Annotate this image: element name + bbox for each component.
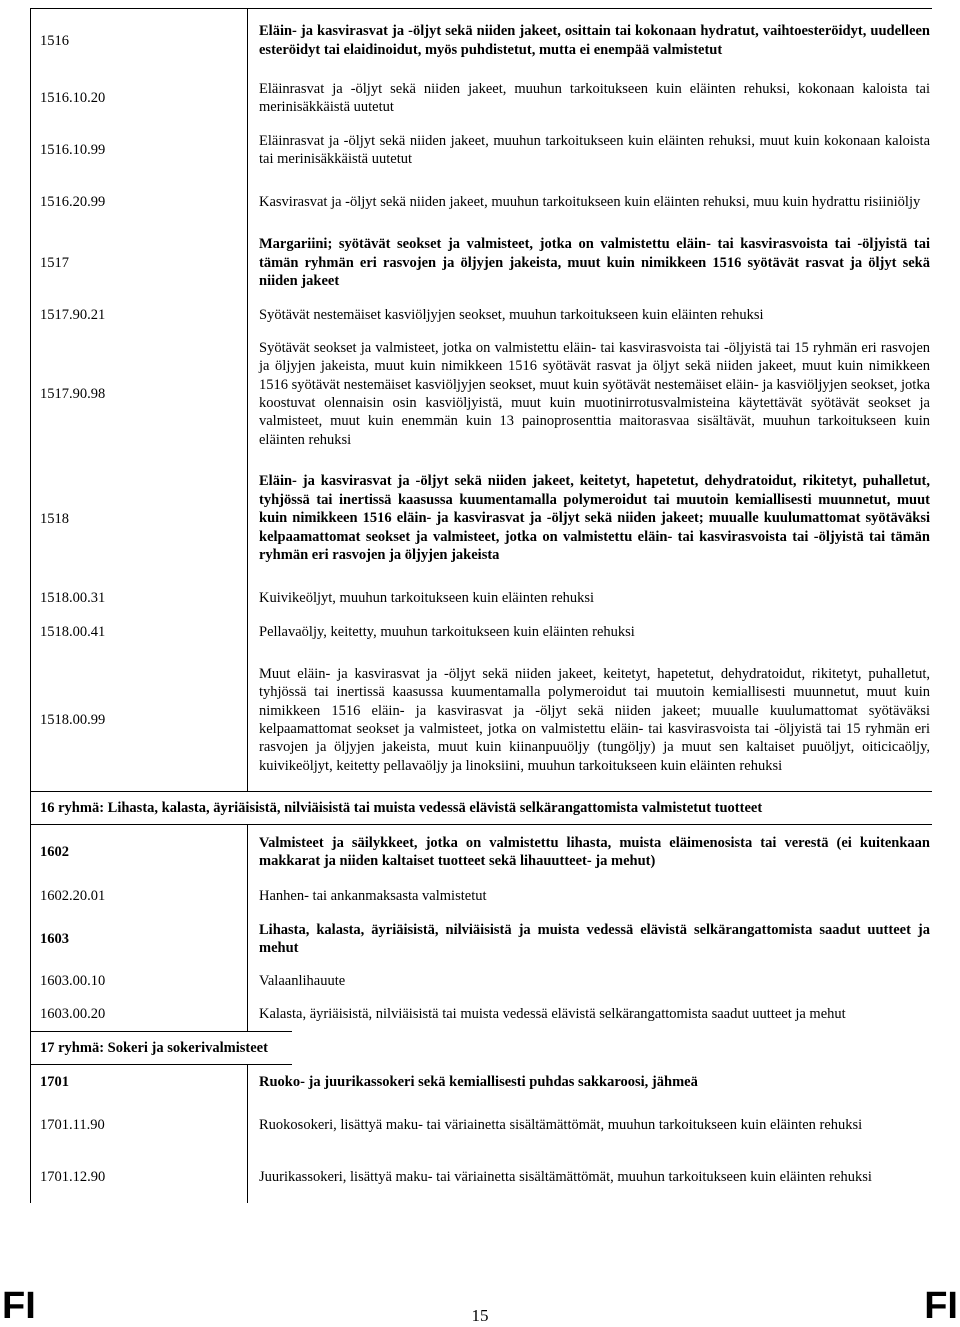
- description-cell: Valaanlihauute: [259, 972, 346, 989]
- table-row: [30, 1065, 932, 1099]
- code-cell: 1517: [30, 228, 248, 298]
- table-row: [30, 228, 932, 298]
- description-cell: Muut eläin- ja kasvirasvat ja -öljyt sekä niiden jakeet, keitetyt, hapetetut, dehydratoidut, rikitetyt, puhalletut, tyhjössä tai inertissä kaasussa kuumentamalla polymeroidut tai muutoin kemiallisesti muunnetut, muut kuin nimikkeen 1516 eläin- ja kasvirasvat ja -öljyt sekä niiden jakeet; muualle kuulumattomat syötäväksi kelpaamattomat seokset ja valmisteet, jotka on valmistettu eläin- tai kasvirasvoista tai -öljyistä tai 15 ryhmän eri rasvojen ja öljyjen jakeista, muut kuin kiinanpuuöljy (tungöljy) ja muut sen kaltaiset puuöljyt, oiticicaöljy, kuivikeöljyt, keitetty pellavaöljy ja linoksiini, muuhun tarkoitukseen kuin eläinten rehuksi: [259, 665, 930, 774]
- description-cell: Lihasta, kalasta, äyriäisistä, nilviäisistä ja muista vedessä elävistä selkärangattomista saadut uutteet ja mehut: [259, 921, 930, 956]
- code-cell: 1603: [30, 913, 248, 965]
- description-cell: Pellavaöljy, keitetty, muuhun tarkoitukseen kuin eläinten rehuksi: [259, 623, 635, 640]
- table-row: [30, 72, 932, 124]
- description-cell: Kuivikeöljyt, muuhun tarkoitukseen kuin eläinten rehuksi: [259, 589, 595, 606]
- description-cell: Margariini; syötävät seokset ja valmisteet, jotka on valmistettu eläin- tai kasvirasvoista tai -öljyistä tai tämän ryhmän eri rasvojen ja öljyjen jakeista, muut kuin nimikkeen 1516 syötävät rasvat ja öljyt sekä niiden jakeet: [259, 236, 930, 290]
- table-row: [30, 176, 932, 228]
- description-cell: Kalasta, äyriäisistä, nilviäisistä tai muista vedessä elävistä selkärangattomista saadut uutteet ja mehut: [259, 1005, 846, 1022]
- table-row: [30, 124, 932, 176]
- language-code-left: FI: [2, 1285, 36, 1327]
- table-row: [30, 615, 932, 649]
- table-row: [30, 8, 932, 72]
- description-cell: Eläinrasvat ja -öljyt sekä niiden jakeet, muuhun tarkoitukseen kuin eläinten rehuksi, kokonaan kaloista tai merinisäkkäistä uutetut: [259, 80, 930, 115]
- code-cell: 1603.00.20: [30, 997, 248, 1031]
- code-cell: 1518.00.31: [30, 581, 248, 615]
- description-cell: Ruoko- ja juurikassokeri sekä kemiallisesti puhdas sakkaroosi, jähmeä: [259, 1073, 698, 1090]
- description-cell: Kasvirasvat ja -öljyt sekä niiden jakeet, muuhun tarkoitukseen kuin eläinten rehuksi, muu kuin hydrattu risiiniöljy: [259, 193, 921, 210]
- table-row: [30, 825, 932, 879]
- code-cell: 1602: [30, 825, 248, 879]
- table-row: [30, 332, 932, 456]
- code-cell: 1602.20.01: [30, 879, 248, 913]
- tariff-document: [30, 8, 932, 1203]
- description-cell: Eläin- ja kasvirasvat ja -öljyt sekä niiden jakeet, osittain tai kokonaan hydratut, vaihtoesteröidyt, uudelleen esteröidyt tai elaidinoidut, myös puhdistetut, mutta ei enempää valmistetut: [259, 23, 930, 58]
- table-row: [30, 879, 932, 913]
- table-row: [30, 997, 932, 1031]
- code-cell: 1518.00.99: [30, 649, 248, 791]
- table-row: [30, 649, 932, 791]
- table-row: [30, 1099, 932, 1151]
- code-cell: 1516.10.99: [30, 124, 248, 176]
- description-cell: Eläinrasvat ja -öljyt sekä niiden jakeet, muuhun tarkoitukseen kuin eläinten rehuksi, muut kuin kokonaan kaloista tai merinisäkkäistä uutetut: [259, 132, 930, 167]
- code-cell: 1518.00.41: [30, 615, 248, 649]
- code-cell: 1701: [30, 1065, 248, 1099]
- page-number: 15: [471, 1306, 489, 1325]
- language-code-right: FI: [924, 1285, 958, 1327]
- chapter-heading: 17 ryhmä: Sokeri ja sokerivalmisteet: [30, 1031, 292, 1065]
- table-row: [30, 298, 932, 332]
- code-cell: 1517.90.98: [30, 332, 248, 456]
- table-row: [30, 456, 932, 581]
- code-cell: 1516.20.99: [30, 176, 248, 228]
- table-row: [30, 581, 932, 615]
- table-row: [30, 1151, 932, 1203]
- description-cell: Eläin- ja kasvirasvat ja -öljyt sekä niiden jakeet, keitetyt, hapetetut, dehydratoidut, rikitetyt, puhalletut, tyhjössä tai inertissä kaasussa kuumentamalla polymeroidut tai muutoin kemiallisesti muunnetut, muut kuin nimikkeen 1516 eläin- ja kasvirasvat ja -öljyt sekä niiden jakeet; muualle kuulumattomat syötäväksi kelpaamattomat seokset ja valmisteet, jotka on valmistettu eläin- tai kasvirasvoista tai -öljyistä tai tämän ryhmän eri rasvojen ja öljyjen jakeista: [259, 473, 930, 564]
- code-cell: 1516: [30, 9, 248, 72]
- code-cell: 1517.90.21: [30, 298, 248, 332]
- code-cell: 1603.00.10: [30, 965, 248, 997]
- description-cell: Juurikassokeri, lisättyä maku- tai väriainetta sisältämättömät, muuhun tarkoitukseen kuin eläinten rehuksi: [259, 1168, 872, 1185]
- code-cell: 1701.12.90: [30, 1151, 248, 1203]
- description-cell: Syötävät seokset ja valmisteet, jotka on valmistettu eläin- tai kasvirasvoista tai -öljyistä tai 15 ryhmän eri rasvojen ja öljyjen jakeista, muut kuin nimikkeen 1516 syötävät rasvat ja öljyt sekä niiden jakeet, muut kuin nimikkeen 1516 syötävät nestemäiset kasviöljyjen seokset, muut kuin syötävät nestemäiset eläin- ja kasviöljyjen seokset, jotka koostuvat olennaisin osin kasviöljyistä, muut kuin muotinirrotusvalmisteina käytettävät syötävät seokset ja valmisteet, muut kuin enemmän kuin 13 painoprosenttia maitorasvaa sisältävät, muuhun tarkoitukseen kuin eläinten rehuksi: [259, 339, 930, 448]
- description-cell: Valmisteet ja säilykkeet, jotka on valmistettu lihasta, muista eläimenosista tai verestä (ei kuitenkaan makkarat ja niiden kaltaiset tuotteet sekä lihauutteet- ja mehut): [259, 834, 930, 869]
- code-cell: 1701.11.90: [30, 1099, 248, 1151]
- chapter-heading: 16 ryhmä: Lihasta, kalasta, äyriäisistä, nilviäisistä tai muista vedessä elävistä selkärangattomista valmistetut tuotteet: [30, 791, 932, 825]
- code-cell: 1516.10.20: [30, 72, 248, 124]
- description-cell: Hanhen- tai ankanmaksasta valmistetut: [259, 887, 487, 904]
- code-cell: 1518: [30, 456, 248, 581]
- table-row: [30, 965, 932, 997]
- description-cell: Syötävät nestemäiset kasviöljyjen seokset, muuhun tarkoitukseen kuin eläinten rehuksi: [259, 306, 764, 323]
- description-cell: Ruokosokeri, lisättyä maku- tai väriainetta sisältämättömät, muuhun tarkoitukseen kuin eläinten rehuksi: [259, 1116, 863, 1133]
- table-row: [30, 913, 932, 965]
